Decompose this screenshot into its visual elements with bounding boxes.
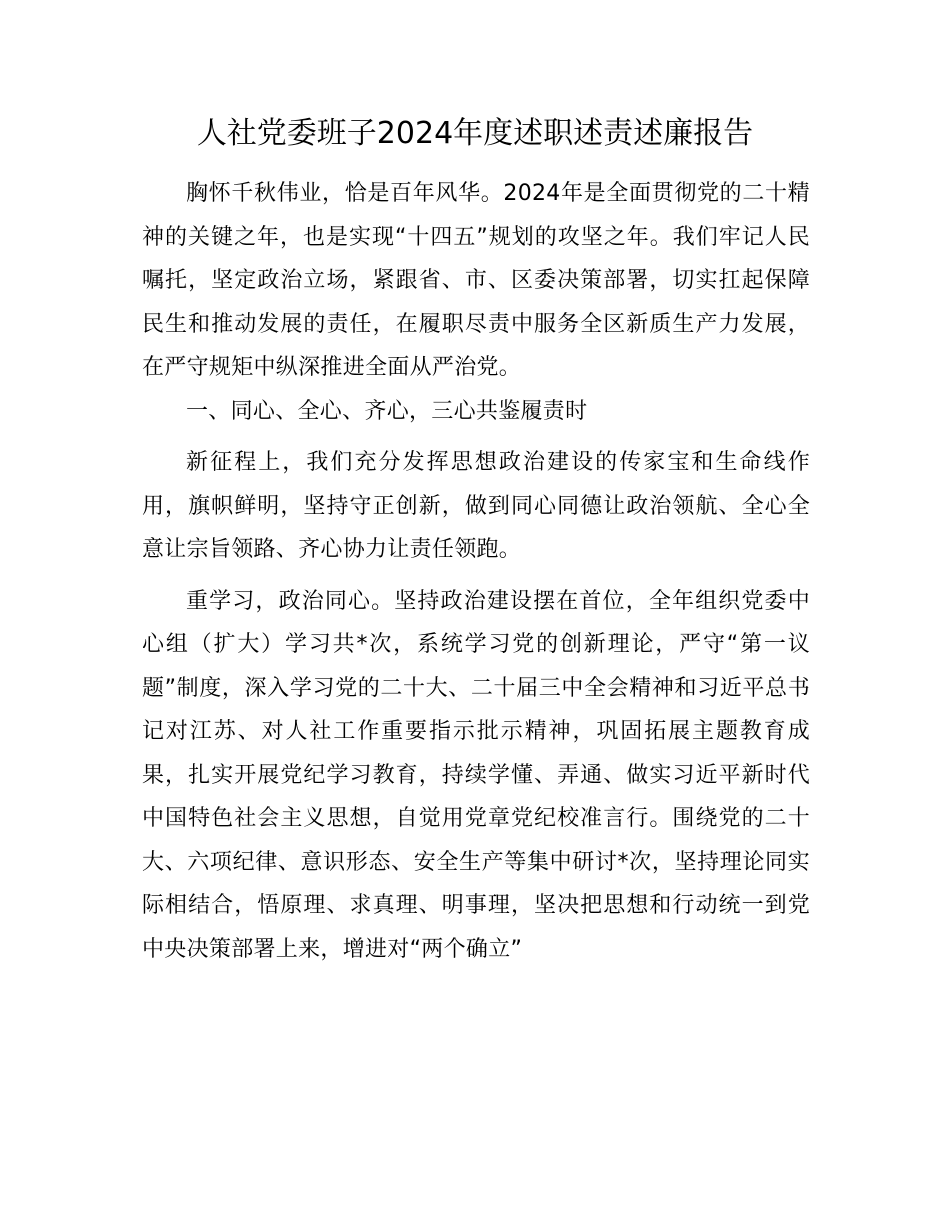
- section-heading-1: 一、同心、全心、齐心，三心共鉴履责时: [186, 398, 588, 424]
- paragraph-intro: 胸怀千秋伟业，恰是百年风华。2024年是全面贯彻党的二十精神的关键之年，也是实现“十四五”规划的攻坚之年。我们牢记人民嘱托，坚定政治立场，紧跟省、市、区委决策部署，切实扛起保障民生和推动发展的责任，在履职尽责中服务全区新质生产力发展，在严守规矩中纵深推进全面从严治党。: [142, 181, 810, 380]
- document-title: 人社党委班子2024年度述职述责述廉报告: [196, 116, 754, 151]
- paragraph-section-1: 新征程上，我们充分发挥思想政治建设的传家宝和生命线作用，旗帜鲜明，坚持守正创新，做到同心同德让政治领航、全心全意让宗旨领路、齐心协力让责任领跑。: [142, 450, 810, 562]
- document-body: [142, 172, 810, 971]
- paragraph-study: 重学习，政治同心。坚持政治建设摆在首位，全年组织党委中心组（扩大）学习共*次，系统学习党的创新理论，严守“第一议题”制度，深入学习党的二十大、二十届三中全会精神和习近平总书记对江苏、对人社工作重要指示批示精神，巩固拓展主题教育成果，扎实开展党纪学习教育，持续学懂、弄通、做实习近平新时代中国特色社会主义思想，自觉用党章党纪校准言行。围绕党的二十大、六项纪律、意识形态、安全生产等集中研讨*次，坚持理论同实际相结合，悟原理、求真理、明事理，坚决把思想和行动统一到党中央决策部署上来，增进对“两个确立”: [142, 588, 810, 962]
